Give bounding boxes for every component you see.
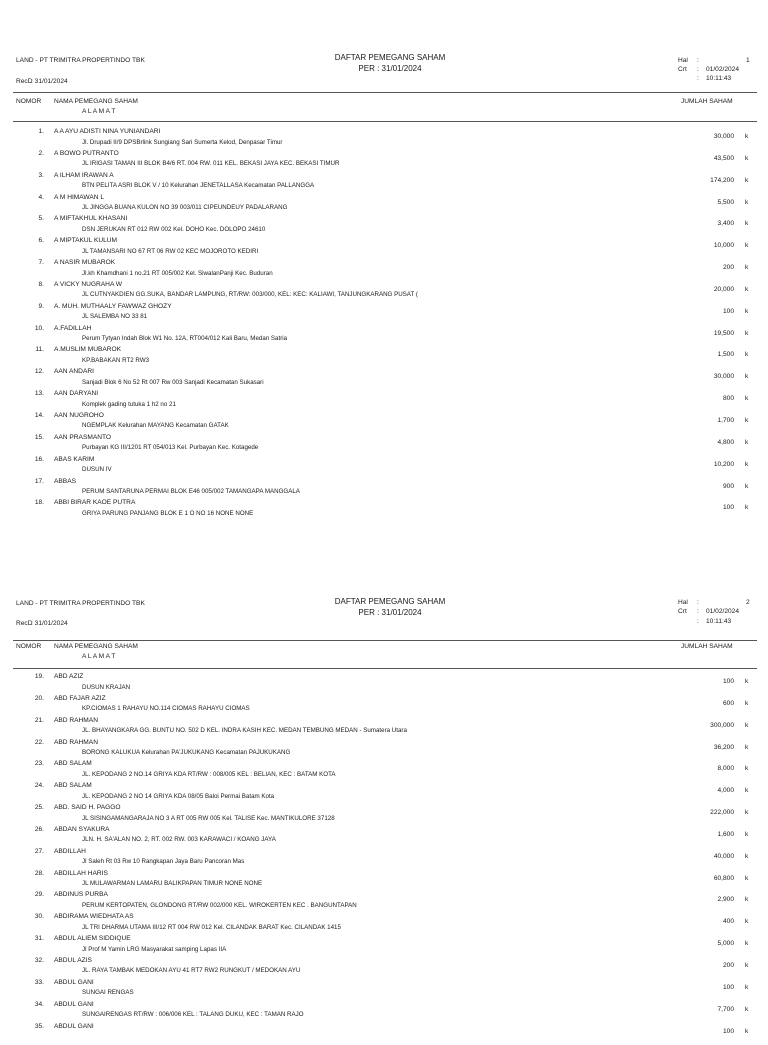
shareholder-list — [0, 129, 768, 522]
share-count: 1,700 — [717, 418, 734, 425]
row-number: 27. — [12, 849, 44, 856]
share-count: 10,200 — [714, 462, 734, 469]
share-unit: k — [745, 745, 748, 752]
hal-colon: : — [697, 600, 699, 607]
shareholder-name: ABDILLAH HARIS — [54, 871, 108, 878]
shareholder-address: KP.CIOMAS 1 RAHAYU NO.114 CIOMAS RAHAYU CIOMAS — [82, 706, 250, 712]
shareholder-name: ABDUL GANI — [54, 980, 94, 987]
hal-label: Hal — [678, 600, 688, 607]
shareholder-name: ABD RAHMAN — [54, 718, 98, 725]
crt-time: 10:11:43 — [706, 619, 731, 626]
shareholder-name: ABD FAJAR AZIZ — [54, 696, 106, 703]
table-row — [0, 129, 768, 151]
shareholder-address: JLN. H. SA'ALAN NO. 2, RT. 002 RW. 003 KARAWACI / KOANG JAYA — [82, 837, 276, 843]
crt-label: Crt — [678, 67, 687, 74]
report-period: PER : 31/01/2024 — [0, 65, 768, 73]
row-number: 9. — [12, 304, 44, 311]
share-count: 3,400 — [717, 221, 734, 228]
table-row — [0, 173, 768, 195]
shareholder-address: JL SALEMBA NO 33 81 — [82, 314, 147, 320]
share-count: 4,000 — [717, 788, 734, 795]
share-unit: k — [745, 134, 748, 141]
share-unit: k — [745, 897, 748, 904]
row-number: 29. — [12, 892, 44, 899]
row-number: 10. — [12, 326, 44, 333]
row-number: 32. — [12, 958, 44, 965]
share-count: 2,900 — [717, 897, 734, 904]
table-row — [0, 761, 768, 783]
shareholder-address: Jl. Drupadi II/9 DPSBrlink Sungiang Sari Sumerta Kelod, Denpasar Timur — [82, 140, 283, 146]
table-row — [0, 936, 768, 958]
table-row — [0, 980, 768, 1002]
table-row — [0, 347, 768, 369]
shareholder-address: Purbayan KG III/1201 RT 054/013 Kel. Purbayan Kec. Kotagede — [82, 445, 258, 451]
page-number: 1 — [746, 58, 750, 65]
share-count: 800 — [723, 396, 734, 403]
share-unit: k — [745, 352, 748, 359]
crt-date: 01/02/2024 — [706, 67, 739, 74]
col-nama: NAMA PEMEGANG SAHAM — [54, 99, 138, 106]
shareholder-address: JL. KEPODANG 2 NO 14 GRIYA KDA 08/05 Baloi Permai Batam Kota — [82, 794, 274, 800]
shareholder-address: Perum Tytyan Indah Blok W1 No. 12A, RT004/012 Kali Baru, Medan Satria — [82, 336, 287, 342]
share-unit: k — [745, 810, 748, 817]
crt-label: Crt — [678, 609, 687, 616]
row-number: 22. — [12, 740, 44, 747]
share-count: 200 — [723, 963, 734, 970]
shareholder-name: ABDUL ALIEM SIDDIQUE — [54, 936, 131, 943]
share-unit: k — [745, 221, 748, 228]
share-count: 5,500 — [717, 200, 734, 207]
table-row — [0, 805, 768, 827]
shareholder-name: ABDUL AZIS — [54, 958, 92, 965]
table-row — [0, 369, 768, 391]
shareholder-name: ABDIRAMA WIEDHATA AS — [54, 914, 134, 921]
share-unit: k — [745, 854, 748, 861]
recd-label: RecD — [16, 79, 33, 86]
table-row — [0, 216, 768, 238]
row-number: 23. — [12, 761, 44, 768]
col-jumlah: JUMLAH SAHAM — [681, 99, 733, 106]
table-row — [0, 783, 768, 805]
row-number: 30. — [12, 914, 44, 921]
shareholder-name: ABD AZIZ — [54, 674, 83, 681]
share-unit: k — [745, 832, 748, 839]
table-row — [0, 457, 768, 479]
col-jumlah: JUMLAH SAHAM — [681, 644, 733, 651]
row-number: 1. — [12, 129, 44, 136]
share-unit: k — [745, 1007, 748, 1014]
crt-time: 10:11:43 — [706, 76, 731, 83]
shareholder-address: JL IRIGASI TAMAN III BLOK B4/6 RT. 004 RW. 011 KEL. BEKASI JAYA KEC. BEKASI TIMUR — [82, 161, 339, 167]
share-unit: k — [745, 462, 748, 469]
row-number: 28. — [12, 871, 44, 878]
share-unit: k — [745, 396, 748, 403]
header-rule-top — [13, 640, 757, 641]
row-number: 19. — [12, 674, 44, 681]
table-row — [0, 958, 768, 980]
table-row — [0, 391, 768, 413]
share-unit: k — [745, 418, 748, 425]
shareholder-address: DUSUN IV — [82, 467, 112, 473]
shareholder-name: A.MUSLIM MUBAROK — [54, 347, 121, 354]
shareholder-address: PERUM KERTOPATEN, GLONDONG RT/RW 002/000 KEL. WIROKERTEN KEC . BANGUNTAPAN — [82, 903, 357, 909]
crt-time-colon: : — [697, 619, 699, 626]
header-rule-bottom — [13, 668, 757, 669]
row-number: 11. — [12, 347, 44, 354]
share-count: 100 — [723, 309, 734, 316]
report-title: DAFTAR PEMEGANG SAHAM — [0, 598, 768, 606]
share-count: 400 — [723, 919, 734, 926]
share-count: 7,700 — [717, 1007, 734, 1014]
shareholder-name: ABDUL GANI — [54, 1002, 94, 1009]
table-row — [0, 718, 768, 740]
share-count: 43,500 — [714, 156, 734, 163]
share-unit: k — [745, 484, 748, 491]
row-number: 31. — [12, 936, 44, 943]
share-count: 30,000 — [714, 134, 734, 141]
row-number: 33. — [12, 980, 44, 987]
shareholder-name: A.FADILLAH — [54, 326, 91, 333]
shareholder-name: ABDUL GANI — [54, 1024, 94, 1031]
recd-label: RecD — [16, 621, 33, 628]
share-count: 1,500 — [717, 352, 734, 359]
table-row — [0, 849, 768, 871]
table-row — [0, 282, 768, 304]
shareholder-address: NGEMPLAK Kelurahan MAYANG Kecamatan GATAK — [82, 423, 229, 429]
shareholder-name: ABDAN SYAKURA — [54, 827, 110, 834]
table-row — [0, 892, 768, 914]
table-row — [0, 304, 768, 326]
crt-colon: : — [697, 609, 699, 616]
hal-colon: : — [697, 58, 699, 65]
header-rule-bottom — [13, 121, 757, 122]
shareholder-address: DUSUN KRAJAN — [82, 685, 130, 691]
shareholder-address: Komplek gading tutuka 1 h2 no 21 — [82, 402, 176, 408]
share-count: 20,000 — [714, 287, 734, 294]
share-count: 1,600 — [717, 832, 734, 839]
row-number: 26. — [12, 827, 44, 834]
shareholder-name: A MIFTAKHUL KHASANI — [54, 216, 127, 223]
share-count: 100 — [723, 679, 734, 686]
share-unit: k — [745, 331, 748, 338]
col-alamat: A L A M A T — [82, 654, 115, 661]
shareholder-name: ABD RAHMAN — [54, 740, 98, 747]
shareholder-address: JL JINGGA BUANA KULON NO 39 003/011 CIPEUNDEUY PADALARANG — [82, 205, 287, 211]
row-number: 5. — [12, 216, 44, 223]
share-count: 19,500 — [714, 331, 734, 338]
shareholder-address: JL TAMANSARI NO 67 RT 06 RW 02 KEC MOJOROTO KEDIRI — [82, 249, 258, 255]
share-unit: k — [745, 287, 748, 294]
share-unit: k — [745, 309, 748, 316]
row-number: 13. — [12, 391, 44, 398]
shareholder-address: DSN JERUKAN RT 012 RW 002 Kel. DOHO Kec. DOLOPO 24610 — [82, 227, 265, 233]
shareholder-name: A. MUH. MUTHAALY FAWWAZ GHOZY — [54, 304, 172, 311]
recd-value: : 31/01/2024 — [31, 621, 68, 628]
shareholder-name: AAN DARYANI — [54, 391, 98, 398]
shareholder-address: PERUM SANTARUNA PERMAI BLOK E46 005/002 TAMANGAPA MANGGALA — [82, 489, 300, 495]
col-alamat: A L A M A T — [82, 109, 115, 116]
row-number: 6. — [12, 238, 44, 245]
table-row — [0, 238, 768, 260]
row-number: 24. — [12, 783, 44, 790]
col-nomor: NOMOR — [16, 99, 41, 106]
shareholder-address: Jl Saleh Rt 03 Rw 10 Rangkapan Jaya Baru Pancoran Mas — [82, 859, 244, 865]
share-unit: k — [745, 178, 748, 185]
share-unit: k — [745, 156, 748, 163]
row-number: 21. — [12, 718, 44, 725]
share-count: 600 — [723, 701, 734, 708]
shareholder-name: A NASIR MUBAROK — [54, 260, 115, 267]
share-unit: k — [745, 766, 748, 773]
share-count: 100 — [723, 1029, 734, 1036]
table-row — [0, 479, 768, 501]
share-count: 5,000 — [717, 941, 734, 948]
share-unit: k — [745, 985, 748, 992]
company-name: LAND - PT TRIMITRA PROPERTINDO TBK — [16, 601, 145, 608]
share-unit: k — [745, 963, 748, 970]
shareholder-address: SUNGAI RENGAS — [82, 990, 134, 996]
share-count: 36,200 — [714, 745, 734, 752]
shareholder-address: GRIYA PARUNG PANJANG BLOK E 1 O NO 16 NONE NONE — [82, 511, 253, 517]
shareholder-name: A ILHAM IRAWAN A — [54, 173, 114, 180]
shareholder-name: ABD SALAM — [54, 783, 92, 790]
crt-time-colon: : — [697, 76, 699, 83]
share-unit: k — [745, 505, 748, 512]
shareholder-address: JL MULAWARMAN LAMARU BALIKPAPAN TIMUR NONE NONE — [82, 881, 262, 887]
row-number: 25. — [12, 805, 44, 812]
table-row — [0, 151, 768, 173]
share-unit: k — [745, 876, 748, 883]
share-count: 10,000 — [714, 243, 734, 250]
row-number: 20. — [12, 696, 44, 703]
share-unit: k — [745, 941, 748, 948]
table-row — [0, 740, 768, 762]
header-rule-top — [13, 92, 757, 93]
shareholder-name: AAN PRASMANTO — [54, 435, 111, 442]
shareholder-name: AAN ANDARI — [54, 369, 94, 376]
shareholder-list — [0, 674, 768, 1045]
share-count: 30,000 — [714, 374, 734, 381]
shareholder-address: Jl Prof M Yamin LRG Masyarakat samping Lapas IIA — [82, 947, 226, 953]
share-unit: k — [745, 243, 748, 250]
row-number: 34. — [12, 1002, 44, 1009]
share-unit: k — [745, 679, 748, 686]
recd-value: : 31/01/2024 — [31, 79, 68, 86]
table-row — [0, 500, 768, 522]
shareholder-address: JL TRI DHARMA UTAMA III/12 RT 004 RW 012 Kel. CILANDAK BARAT Kec. CILANDAK 1415 — [82, 925, 341, 931]
shareholder-address: Sanjadi Blok 6 No 52 Rt 007 Rw 003 Sanjadi Kecamatan Sukasari — [82, 380, 264, 386]
share-unit: k — [745, 723, 748, 730]
page-number: 2 — [746, 600, 750, 607]
shareholder-name: ABDILLAH — [54, 849, 86, 856]
table-row — [0, 696, 768, 718]
row-number: 17. — [12, 479, 44, 486]
table-row — [0, 195, 768, 217]
table-row — [0, 1024, 768, 1045]
share-unit: k — [745, 440, 748, 447]
share-count: 300,000 — [710, 723, 734, 730]
share-count: 200 — [723, 265, 734, 272]
crt-date: 01/02/2024 — [706, 609, 739, 616]
row-number: 12. — [12, 369, 44, 376]
report-period: PER : 31/01/2024 — [0, 609, 768, 617]
table-row — [0, 413, 768, 435]
share-count: 174,200 — [710, 178, 734, 185]
table-row — [0, 326, 768, 348]
table-row — [0, 260, 768, 282]
row-number: 8. — [12, 282, 44, 289]
col-nomor: NOMOR — [16, 644, 41, 651]
shareholder-name: ABD. SAID H. PAGGO — [54, 805, 121, 812]
share-count: 8,000 — [717, 766, 734, 773]
table-row — [0, 674, 768, 696]
shareholder-name: A VICKY NUGRAHA W — [54, 282, 122, 289]
share-unit: k — [745, 1029, 748, 1036]
row-number: 18. — [12, 500, 44, 507]
row-number: 3. — [12, 173, 44, 180]
share-count: 900 — [723, 484, 734, 491]
share-count: 40,000 — [714, 854, 734, 861]
shareholder-address: JL SISINGAMANGARAJA NO 3 A RT 005 RW 005 Kel. TALISE Kec. MANTIKULORE 37128 — [82, 816, 335, 822]
row-number: 15. — [12, 435, 44, 442]
share-unit: k — [745, 374, 748, 381]
shareholder-address: JL. RAYA TAMBAK MEDOKAN AYU 41 RT7 RW2 RUNGKUT / MEDOKAN AYU — [82, 968, 300, 974]
shareholder-name: A MIPTAKUL KULUM — [54, 238, 117, 245]
shareholder-address: Jl.kh Khamdhani 1 no.21 RT 005/002 Kel. SiwalanPanji Kec. Buduran — [82, 271, 273, 277]
shareholder-name: ABDINUS PURBA — [54, 892, 108, 899]
shareholder-address: JL. KEPODANG 2 NO.14 GRIYA KDA RT/RW : 008/005 KEL : BELIAN, KEC : BATAM KOTA — [82, 772, 336, 778]
share-count: 4,800 — [717, 440, 734, 447]
company-name: LAND - PT TRIMITRA PROPERTINDO TBK — [16, 58, 145, 65]
hal-label: Hal — [678, 58, 688, 65]
share-unit: k — [745, 200, 748, 207]
share-unit: k — [745, 788, 748, 795]
shareholder-address: KP.BABAKAN RT2 RW3 — [82, 358, 149, 364]
table-row — [0, 914, 768, 936]
share-count: 100 — [723, 985, 734, 992]
report-title: DAFTAR PEMEGANG SAHAM — [0, 54, 768, 62]
share-count: 60,800 — [714, 876, 734, 883]
col-nama: NAMA PEMEGANG SAHAM — [54, 644, 138, 651]
row-number: 35. — [12, 1024, 44, 1031]
shareholder-address: JL CUTNYAKDIEN GG.SUKA, BANDAR LAMPUNG, RT/RW: 003/000, KEL: KEC: KALIAWI, TANJUNGKARANG PUSAT ( — [82, 292, 418, 298]
row-number: 7. — [12, 260, 44, 267]
shareholder-name: ABAS KARIM — [54, 457, 94, 464]
share-count: 222,000 — [710, 810, 734, 817]
shareholder-name: AAN NUGROHO — [54, 413, 104, 420]
share-unit: k — [745, 265, 748, 272]
share-unit: k — [745, 919, 748, 926]
table-row — [0, 435, 768, 457]
row-number: 14. — [12, 413, 44, 420]
shareholder-address: BORONG KALUKUA Kelurahan PA'JUKUKANG Kecamatan PAJUKUKANG — [82, 750, 290, 756]
crt-colon: : — [697, 67, 699, 74]
table-row — [0, 1002, 768, 1024]
shareholder-name: A BOWO PUTRANTO — [54, 151, 119, 158]
row-number: 16. — [12, 457, 44, 464]
shareholder-address: BTN PELITA ASRI BLOK V / 10 Kelurahan JENETALLASA Kecamatan PALLANGGA — [82, 183, 314, 189]
shareholder-name: ABD SALAM — [54, 761, 92, 768]
table-row — [0, 827, 768, 849]
shareholder-name: A A AYU ADISTI NINA YUNIANDARI — [54, 129, 160, 136]
share-unit: k — [745, 701, 748, 708]
shareholder-name: ABBI BIRAR KAOE PUTRA — [54, 500, 135, 507]
shareholder-name: ABBAS — [54, 479, 76, 486]
shareholder-name: A M HIMAWAN L — [54, 195, 104, 202]
shareholder-address: SUNGAIRENGAS RT/RW : 006/006 KEL : TALANG DUKU, KEC : TAMAN RAJO — [82, 1012, 304, 1018]
share-count: 100 — [723, 505, 734, 512]
shareholder-address: JL. BHAYANGKARA GG. BUNTU NO. 502 D KEL. INDRA KASIH KEC. MEDAN TEMBUNG MEDAN - Sumatera Utara — [82, 728, 407, 734]
row-number: 4. — [12, 195, 44, 202]
row-number: 2. — [12, 151, 44, 158]
table-row — [0, 871, 768, 893]
